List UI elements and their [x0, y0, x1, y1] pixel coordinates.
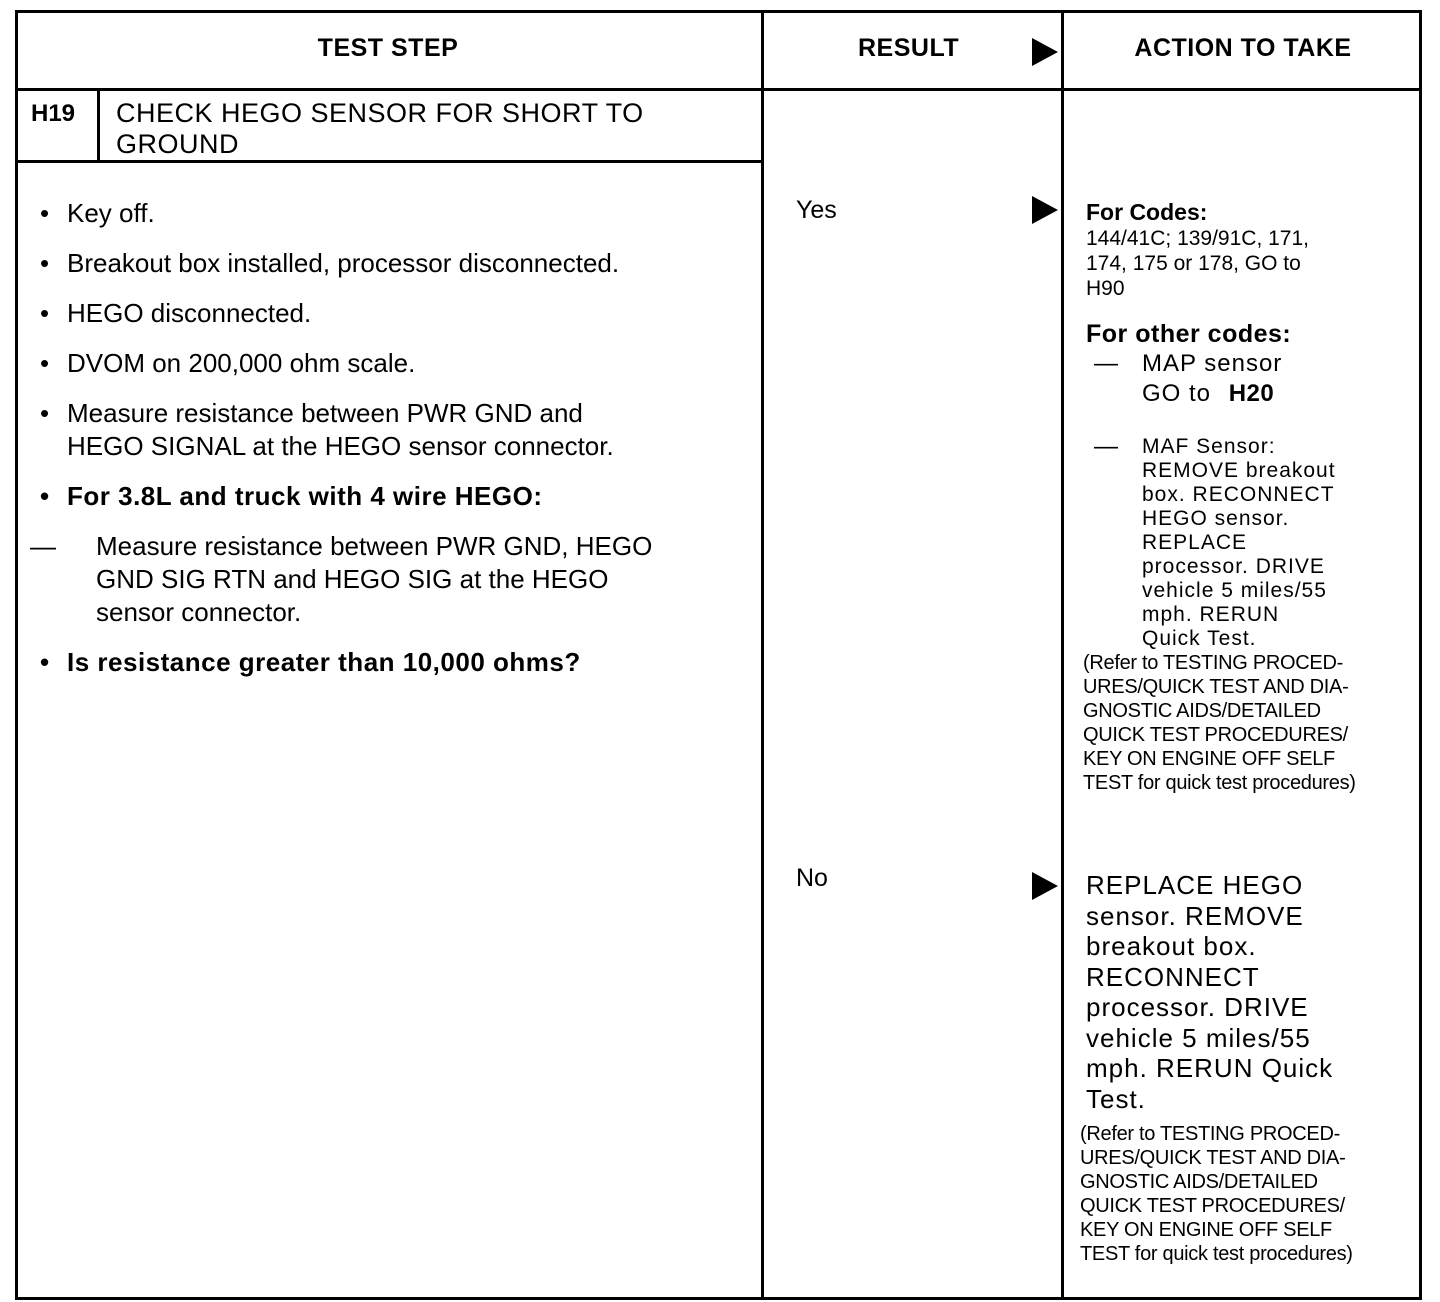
step-title-line: GROUND [116, 129, 239, 159]
dash-marker: — [1094, 433, 1118, 460]
no-action-line: processor. DRIVE [1086, 992, 1309, 1022]
yes-action [1083, 198, 1416, 795]
ref-line: GNOSTIC AIDS/DETAILED [1083, 700, 1321, 722]
ref-line: KEY ON ENGINE OFF SELF [1083, 748, 1335, 770]
no-action [1080, 870, 1416, 1266]
bullet-marker: • [40, 398, 50, 428]
step-title-divider [15, 160, 764, 163]
maf-line: Quick Test. [1142, 627, 1257, 650]
maf-line: REMOVE breakout [1142, 459, 1336, 482]
ref-line: GNOSTIC AIDS/DETAILED [1080, 1171, 1318, 1193]
header-result: RESULT [858, 34, 960, 62]
bullet-text: Key off. [67, 198, 155, 228]
go-to-label: GO to [1142, 380, 1212, 407]
header-action: ACTION TO TAKE [1134, 34, 1352, 62]
step-title-line: CHECK HEGO SENSOR FOR SHORT TO [116, 98, 644, 128]
go-to-target: H20 [1228, 380, 1275, 407]
maf-line: mph. RERUN [1142, 603, 1280, 626]
ref-line: URES/QUICK TEST AND DIA- [1083, 676, 1349, 698]
maf-line: box. RECONNECT [1142, 483, 1335, 506]
bullet-text: Breakout box installed, processor disconnected. [67, 248, 620, 278]
no-action-line: sensor. REMOVE [1086, 900, 1304, 931]
ref-line: QUICK TEST PROCEDURES/ [1080, 1195, 1345, 1217]
no-action-line: vehicle 5 miles/55 [1086, 1022, 1311, 1053]
ref-line: QUICK TEST PROCEDURES/ [1083, 724, 1348, 746]
bullet-text: Is resistance greater than 10,000 ohms? [67, 647, 581, 677]
step-title [116, 98, 736, 160]
ref-line: TEST for quick test procedures) [1080, 1243, 1353, 1265]
other-codes-heading: For other codes: [1086, 320, 1292, 348]
step-id-divider [97, 88, 100, 163]
ref-line: TEST for quick test procedures) [1083, 772, 1356, 794]
ref-line: (Refer to TESTING PROCED- [1080, 1123, 1340, 1145]
maf-option [1086, 435, 1416, 651]
codes-heading: For Codes: [1086, 199, 1208, 225]
arrow-right-icon [1032, 38, 1058, 66]
bullet-text: DVOM on 200,000 ohm scale. [67, 348, 416, 378]
ref-line: URES/QUICK TEST AND DIA- [1080, 1147, 1346, 1169]
dash-text [96, 530, 776, 629]
no-action-line: Test. [1086, 1083, 1146, 1114]
bullet-marker: • [40, 198, 50, 228]
dash-line: GND SIG RTN and HEGO SIG at the HEGO [96, 564, 609, 594]
maf-line: MAF Sensor: [1142, 435, 1276, 458]
no-action-line: breakout box. [1086, 931, 1257, 961]
no-action-line: RECONNECT [1086, 961, 1260, 992]
header-test-step: TEST STEP [317, 34, 459, 62]
bullet-text: For 3.8L and truck with 4 wire HEGO: [67, 481, 543, 511]
bullet-marker: • [40, 298, 50, 328]
codes-line: 174, 175 or 178, GO to [1086, 252, 1301, 275]
bullet-text: HEGO disconnected. [67, 298, 312, 328]
dash-marker: — [30, 531, 56, 561]
dash-marker: — [1094, 350, 1119, 377]
result-no: No [796, 864, 828, 892]
dash-line: sensor connector. [96, 597, 302, 627]
arrow-right-icon [1032, 196, 1058, 224]
map-line [1142, 379, 1282, 409]
reference-note [1080, 1122, 1416, 1266]
codes-line: 144/41C; 139/91C, 171, [1086, 227, 1310, 250]
codes-line: H90 [1086, 277, 1125, 300]
bullet-marker: • [40, 248, 50, 278]
maf-line: vehicle 5 miles/55 [1142, 579, 1327, 602]
bullet-marker: • [40, 348, 50, 378]
arrow-right-icon [1032, 872, 1058, 900]
maf-line: processor. DRIVE [1142, 555, 1325, 578]
ref-line: KEY ON ENGINE OFF SELF [1080, 1219, 1332, 1241]
ref-line: (Refer to TESTING PROCED- [1083, 652, 1343, 674]
reference-note [1083, 651, 1416, 795]
result-yes: Yes [796, 196, 837, 224]
bullet-marker: • [40, 481, 50, 511]
maf-line: REPLACE [1142, 531, 1248, 554]
bullet-line: Measure resistance between PWR GND and [67, 398, 583, 428]
bullet-text [67, 397, 747, 463]
map-line: MAP sensor [1142, 350, 1283, 377]
header-divider [15, 88, 1422, 91]
bullet-line: HEGO SIGNAL at the HEGO sensor connector. [67, 431, 614, 461]
map-option [1086, 349, 1416, 413]
maf-line: HEGO sensor. [1142, 507, 1290, 530]
column-divider-2 [1061, 10, 1064, 1300]
no-action-line: mph. RERUN Quick [1086, 1053, 1334, 1083]
step-id: H19 [31, 100, 76, 127]
bullet-marker: • [40, 647, 50, 677]
no-action-line: REPLACE HEGO [1086, 870, 1304, 900]
dash-line: Measure resistance between PWR GND, HEGO [96, 531, 653, 561]
column-divider-1 [761, 10, 764, 1300]
